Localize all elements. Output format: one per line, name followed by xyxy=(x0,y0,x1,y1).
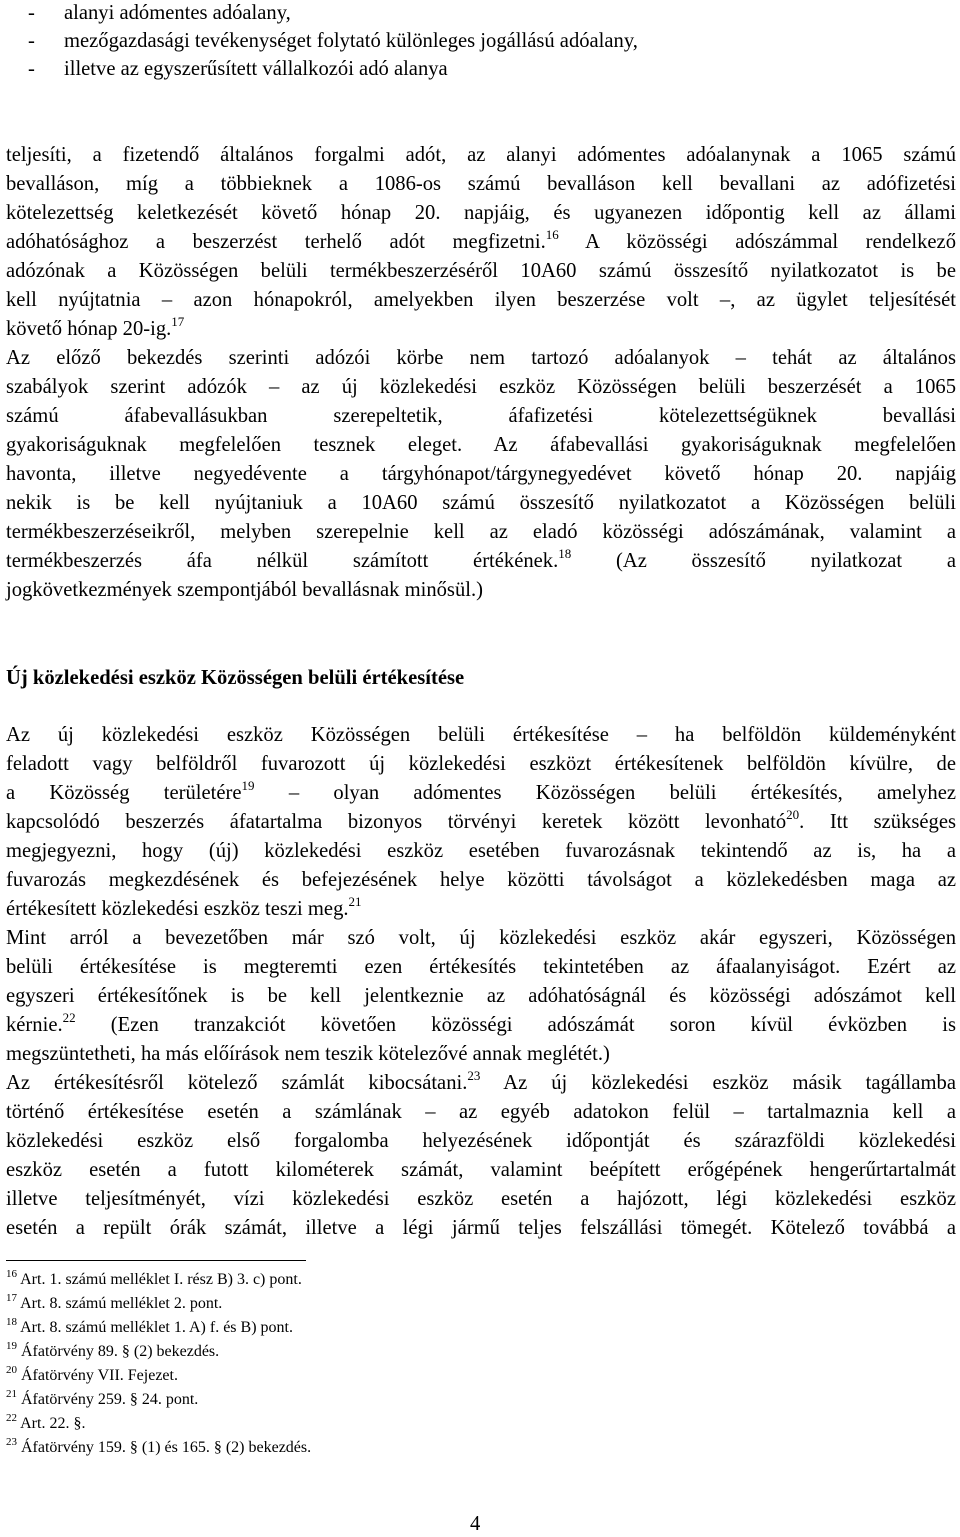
paragraph-line: esetén a repült órák számát, illetve a légi jármű teljes felszállási tömegét. Kötelező továbbá a xyxy=(6,1217,956,1239)
paragraph-line: havonta, illetve negyedévente a tárgyhónapot/tárgynegyedévet követő hónap 20. napjáig xyxy=(6,463,956,485)
paragraph-line: gyakoriságuknak megfelelően tesznek eleget. Az áfabevallási gyakoriságuknak megfelelően xyxy=(6,434,956,456)
paragraph-line: feladott vagy belföldről fuvarozott új közlekedési eszközt értékesítenek belföldön kívülre, de xyxy=(6,753,956,775)
footnote-ref[interactable]: 16 xyxy=(545,227,559,242)
paragraph-line: nekik is be kell nyújtaniuk a 10A60 számú összesítő nyilatkozatot a Közösségen belüli xyxy=(6,492,956,514)
footnote-text: Art. 22. §. xyxy=(20,1415,86,1432)
footnote-number: 21 xyxy=(6,1388,17,1400)
paragraph-line: eszköz esetén a futott kilométerek számát, valamint beépített erőgépének hengerűrtartalmát xyxy=(6,1159,956,1181)
footnote xyxy=(6,1366,178,1386)
footnote-number: 23 xyxy=(6,1436,17,1448)
paragraph-line: kell nyújtatnia – azon hónapokról, amelyekben ilyen beszerzése volt –, az ügylet teljesítését xyxy=(6,289,956,311)
footnote-ref[interactable]: 20 xyxy=(786,807,800,822)
bullet-item: - mezőgazdasági tevékenységet folytató különleges jogállású adóalany, xyxy=(28,30,638,52)
footnote-ref[interactable]: 22 xyxy=(62,1010,76,1025)
footnote xyxy=(6,1342,219,1362)
paragraph-line: illetve teljesítményét, vízi közlekedési eszköz esetén a hajózott, légi közlekedési eszköz xyxy=(6,1188,956,1210)
footnote xyxy=(6,1438,311,1458)
paragraph-line: szabályok szerint adózók – az új közlekedési eszköz Közösségen belüli beszerzését a 1065 xyxy=(6,376,956,398)
footnote-number: 18 xyxy=(6,1316,17,1328)
bullet-item: - illetve az egyszerűsített vállalkozói adó alanya xyxy=(28,58,448,80)
paragraph-line: Az új közlekedési eszköz Közösségen belüli értékesítése – ha belföldön küldeményként xyxy=(6,724,956,746)
paragraph-line: termékbeszerzés áfa nélkül számított értékének.$^{18}$ (Az összesítő nyilatkozat a xyxy=(6,546,956,572)
paragraph-line: értékesített közlekedési eszköz teszi meg.$^{21}$ xyxy=(6,894,362,920)
paragraph-line: megszüntetheti, ha más előírások nem teszik kötelezővé annak meglétét.) xyxy=(6,1043,610,1065)
paragraph-line: kötelezettség keletkezését követő hónap 20. napjáig, és ugyanezen időpontig kell az állami xyxy=(6,202,956,224)
footnote xyxy=(6,1318,293,1338)
paragraph-line: kérnie.$^{22}$ (Ezen tranzakciót követően közösségi adószámát soron kívül évközben is xyxy=(6,1010,956,1036)
paragraph-line: közlekedési eszköz első forgalomba helyezésének időpontját és szárazföldi közlekedési xyxy=(6,1130,956,1152)
footnote-text: Áfatörvény 259. § 24. pont. xyxy=(21,1391,199,1408)
footnote-number: 22 xyxy=(6,1412,17,1424)
paragraph-line: megjegyezni, hogy (új) közlekedési eszköz esetében fuvarozásnak tekintendő az is, ha a xyxy=(6,840,956,862)
paragraph-line: a Közösség területére$^{19}$ – olyan adómentes Közösségen belüli értékesítés, amelyhez xyxy=(6,778,956,804)
footnote-text: Áfatörvény VII. Fejezet. xyxy=(21,1367,178,1384)
paragraph-line: jogkövetkezmények szempontjából bevallásnak minősül.) xyxy=(6,579,483,601)
footnote-separator xyxy=(6,1260,306,1261)
footnote-text: Art. 8. számú melléklet 1. A) f. és B) pont. xyxy=(20,1319,293,1336)
section-heading: Új közlekedési eszköz Közösségen belüli értékesítése xyxy=(6,667,465,689)
footnote-text: Áfatörvény 159. § (1) és 165. § (2) bekezdés. xyxy=(21,1439,312,1456)
paragraph-line: Az értékesítésről kötelező számlát kibocsátani.$^{23}$ Az új közlekedési eszköz másik tagállamba xyxy=(6,1068,956,1094)
footnote-ref[interactable]: 19 xyxy=(241,778,255,793)
paragraph-line: követő hónap 20-ig.$^{17}$ xyxy=(6,314,185,340)
paragraph-line: Az előző bekezdés szerinti adózói körbe nem tartozó adóalanyok – tehát az általános xyxy=(6,347,956,369)
paragraph-line: fuvarozás megkezdésének és befejezésének helye közötti távolságot a közlekedésben maga az xyxy=(6,869,956,891)
paragraph-line: adózónak a Közösségen belüli termékbeszerzéséről 10A60 számú összesítő nyilatkozatot is be xyxy=(6,260,956,282)
footnote-text: Art. 8. számú melléklet 2. pont. xyxy=(20,1295,223,1312)
footnote-text: Áfatörvény 89. § (2) bekezdés. xyxy=(21,1343,220,1360)
footnote xyxy=(6,1390,198,1410)
footnote-ref[interactable]: 23 xyxy=(467,1068,481,1083)
footnote-text: Art. 1. számú melléklet I. rész B) 3. c) pont. xyxy=(20,1271,302,1288)
paragraph-line: adóhatósághoz a beszerzést terhelő adót megfizetni.$^{16}$ A közösségi adószámmal rendelkező xyxy=(6,227,956,253)
footnote xyxy=(6,1270,302,1290)
footnote-ref[interactable]: 21 xyxy=(348,894,362,909)
paragraph-line: bevalláson, míg a többieknek a 1086-os számú bevalláson kell bevallani az adófizetési xyxy=(6,173,956,195)
paragraph-line: kapcsolódó beszerzés áfatartalma bizonyos törvényi keretek között levonható$^{20}$. Itt szükséges xyxy=(6,807,956,833)
bullet-item: - alanyi adómentes adóalany, xyxy=(28,2,291,24)
footnote-number: 17 xyxy=(6,1292,17,1304)
paragraph-line: termékbeszerzéseikről, melyben szerepelnie kell az eladó közösségi adószámának, valamint a xyxy=(6,521,956,543)
footnote xyxy=(6,1294,222,1314)
paragraph-line: teljesíti, a fizetendő általános forgalmi adót, az alanyi adómentes adóalanynak a 1065 számú xyxy=(6,144,956,166)
paragraph-line: számú áfabevallásukban szerepeltetik, áfafizetési kötelezettségüknek bevallási xyxy=(6,405,956,427)
paragraph-line: történő értékesítése esetén a számlának – az egyéb adatokon felül – tartalmaznia kell a xyxy=(6,1101,956,1123)
footnote-number: 20 xyxy=(6,1364,17,1376)
paragraph-line: egyszeri értékesítőnek is be kell jelentkeznie az adóhatóságnál és közösségi adószámot kell xyxy=(6,985,956,1007)
paragraph-line: belüli értékesítése is megteremti ezen értékesítés tekintetében az áfaalanyiságot. Ezért az xyxy=(6,956,956,978)
paragraph-line: Mint arról a bevezetőben már szó volt, új közlekedési eszköz akár egyszeri, Közösségen xyxy=(6,927,956,949)
footnote-ref[interactable]: 18 xyxy=(558,546,572,561)
footnote-number: 16 xyxy=(6,1268,17,1280)
bullet-text: illetve az egyszerűsített vállalkozói adó alanya xyxy=(64,58,448,80)
bullet-text: mezőgazdasági tevékenységet folytató különleges jogállású adóalany, xyxy=(64,30,638,52)
footnote xyxy=(6,1414,85,1434)
footnote-ref[interactable]: 17 xyxy=(171,314,185,329)
footnote-number: 19 xyxy=(6,1340,17,1352)
bullet-text: alanyi adómentes adóalany, xyxy=(64,2,291,24)
page-number: 4 xyxy=(470,1513,481,1535)
